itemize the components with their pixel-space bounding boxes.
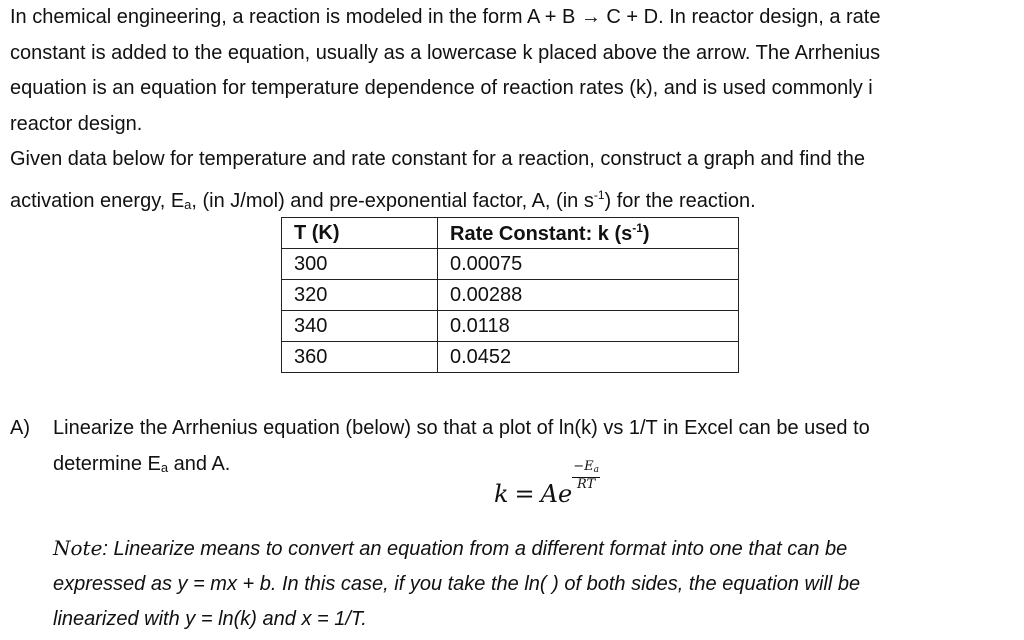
data-table [281, 217, 739, 373]
question-a-line-2-text-b: and A. [168, 452, 231, 475]
cell-rate-constant: 0.0118 [438, 311, 739, 342]
note-line-1 [53, 531, 1013, 567]
note-label: Note [53, 536, 103, 560]
exponent-numerator-subscript: a [593, 465, 599, 475]
cell-rate-constant: 0.00075 [438, 249, 739, 280]
exponent-numerator [572, 460, 600, 478]
question-a-subscript: a [160, 459, 169, 475]
cell-temperature: 340 [282, 311, 438, 342]
given-paragraph [10, 142, 1020, 213]
question-a-line-2 [53, 447, 870, 483]
given-superscript: -1 [593, 187, 605, 202]
given-line-2-text-c: ) for the reaction. [604, 189, 756, 212]
given-line-1: Given data below for temperature and rate constant for a reaction, construct a graph and find the [10, 148, 865, 170]
header-rate-text-b: ) [642, 222, 650, 245]
intro-paragraph [10, 0, 1020, 142]
intro-line-4: reactor design. [10, 112, 143, 135]
cell-temperature: 360 [282, 342, 438, 373]
formula-rhs: Ae [540, 480, 573, 508]
formula-exponent [572, 460, 600, 491]
question-a-label: A) [10, 417, 30, 439]
header-temperature: T (K) [282, 218, 438, 249]
cell-temperature: 320 [282, 280, 438, 311]
given-subscript-a: a [184, 196, 192, 212]
arrhenius-formula [494, 459, 600, 511]
exponent-numerator-text: −E [573, 459, 594, 474]
cell-rate-constant: 0.0452 [438, 342, 739, 373]
given-line-2 [10, 178, 1020, 214]
intro-line-2: constant is added to the equation, usually as a lowercase k placed above the arrow. The Arrhenius [10, 41, 881, 64]
given-line-2-text-b: , (in J/mol) and pre-exponential factor, A, (in s [191, 189, 594, 212]
header-rate-constant [438, 218, 739, 249]
formula-lhs: k [494, 480, 509, 508]
note-line-1-text: : Linearize means to convert an equation from a different format into one that can be [102, 538, 848, 560]
formula-equals: = [514, 480, 535, 508]
table-row [282, 280, 739, 311]
cell-rate-constant: 0.00288 [438, 280, 739, 311]
note-line-3: linearized with y = ln(k) and x = 1/T. [53, 608, 367, 630]
table-row [282, 342, 739, 373]
question-a-line-2-text-a: determine E [53, 452, 161, 475]
header-rate-text-a: Rate Constant: k (s [450, 222, 633, 245]
question-a-line-1: Linearize the Arrhenius equation (below) so that a plot of ln(k) vs 1/T in Excel can be used to [53, 417, 870, 439]
header-rate-superscript: -1 [632, 220, 643, 235]
question-a-body [53, 411, 870, 482]
given-line-2-text-a: activation energy, E [10, 189, 185, 212]
cell-temperature: 300 [282, 249, 438, 280]
intro-line-1: In chemical engineering, a reaction is modeled in the form A + B → C + D. In reactor design, a rate [10, 6, 881, 28]
table-row [282, 311, 739, 342]
exponent-denominator: RT [576, 477, 596, 492]
table-row [282, 249, 739, 280]
note-line-2: expressed as y = mx + b. In this case, if you take the ln( ) of both sides, the equation will be [53, 572, 861, 595]
intro-line-3: equation is an equation for temperature dependence of reaction rates (k), and is used commonly i [10, 77, 873, 99]
table-header-row [282, 218, 739, 249]
note-paragraph [53, 531, 1013, 638]
